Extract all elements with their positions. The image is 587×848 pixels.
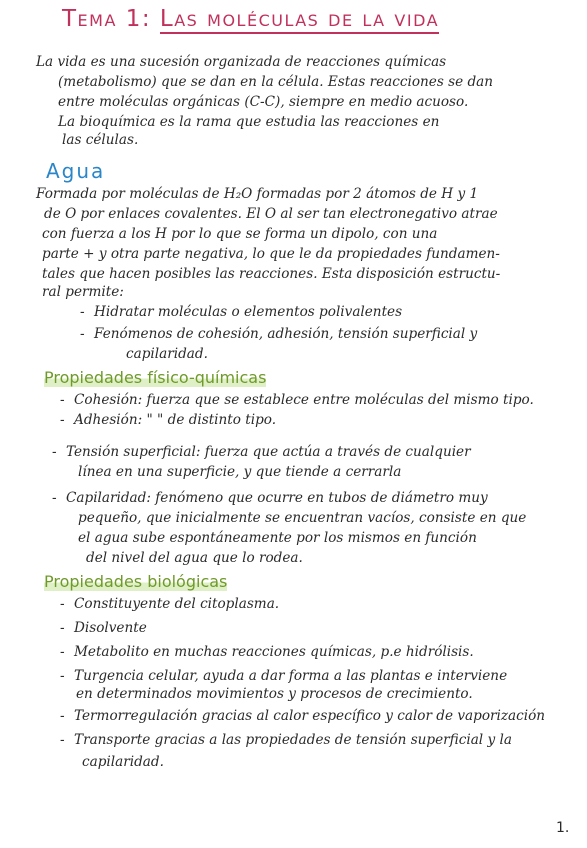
bio-item: - Transporte gracias a las propiedades de tensión superficial y la [60,732,512,748]
agua-line: Formada por moléculas de H₂O formadas por 2 átomos de H y 1 [36,186,479,202]
bio-item-text: Constituyente del citoplasma. [74,596,280,612]
intro-line: (metabolismo) que se dan en la célula. Estas reacciones se dan [58,74,494,90]
fisico-item-cont: del nivel del agua que lo rodea. [86,550,303,566]
bio-item-cont: en determinados movimientos y procesos de crecimiento. [76,686,473,702]
bio-item: - Turgencia celular, ayuda a dar forma a las plantas e interviene [60,668,508,684]
bio-item: - Termorregulación gracias al calor específico y calor de vaporización [60,708,546,724]
agua-bullet-text: Fenómenos de cohesión, adhesión, tensión superficial y [94,326,478,342]
fisico-item-text: Adhesión: " " de distinto tipo. [74,412,277,428]
agua-line: con fuerza a los H por lo que se forma un dipolo, con una [42,226,438,242]
page-number: 1. [556,820,570,836]
bio-item-text: Disolvente [74,620,147,636]
bio-item: - Constituyente del citoplasma. [60,596,280,612]
fisico-item-text: Cohesión: fuerza que se establece entre moléculas del mismo tipo. [74,392,534,408]
fisico-item: - Tensión superficial: fuerza que actúa a través de cualquier [52,444,471,460]
fisico-item-cont: pequeño, que inicialmente se encuentran vacíos, consiste en que [78,510,527,526]
agua-line: de O por enlaces covalentes. El O al ser tan electronegativo atrae [44,206,498,222]
bio-item: - Metabolito en muchas reacciones químicas, p.e hidrólisis. [60,644,474,660]
agua-bullet-cont: capilaridad. [126,346,208,362]
agua-line: tales que hacen posibles las reacciones. Esta disposición estructu- [42,266,501,282]
section-heading-fisico [44,368,266,387]
agua-bullet: - Fenómenos de cohesión, adhesión, tensión superficial y [80,326,478,342]
fisico-item-text: Tensión superficial: fuerza que actúa a través de cualquier [66,444,471,460]
title-text: Las moléculas de la vida [159,6,440,32]
intro-line: las células. [62,132,139,148]
section-heading-agua: Agua [46,159,106,183]
title-prefix: Tema 1: [62,6,152,32]
fisico-heading-text: Propiedades físico-químicas [44,368,267,387]
fisico-item: - Cohesión: fuerza que se establece entre moléculas del mismo tipo. [60,392,534,408]
fisico-item: - Capilaridad: fenómeno que ocurre en tubos de diámetro muy [52,490,488,506]
section-heading-bio [44,572,227,591]
fisico-item-cont: el agua sube espontáneamente por los mismos en función [78,530,477,546]
fisico-item-text: Capilaridad: fenómeno que ocurre en tubos de diámetro muy [66,490,488,506]
agua-bullet: - Hidratar moléculas o elementos polivalentes [80,304,403,320]
agua-line: parte + y otra parte negativa, lo que le da propiedades fundamen- [42,246,500,262]
bio-item-cont: capilaridad. [82,754,164,770]
intro-line: La bioquímica es la rama que estudia las reacciones en [58,114,440,130]
agua-line: ral permite: [42,284,124,300]
intro-line: entre moléculas orgánicas (C-C), siempre en medio acuoso. [58,94,469,110]
bio-item-text: Termorregulación gracias al calor específico y calor de vaporización [74,708,546,724]
agua-bullet-text: Hidratar moléculas o elementos polivalentes [94,304,403,320]
bio-item: - Disolvente [60,620,147,636]
bio-item-text: Transporte gracias a las propiedades de tensión superficial y la [74,732,512,748]
bio-heading-text: Propiedades biológicas [44,572,228,591]
fisico-item-cont: línea en una superficie, y que tiende a cerrarla [78,464,402,480]
bio-item-text: Turgencia celular, ayuda a dar forma a las plantas e interviene [74,668,508,684]
fisico-item: - Adhesión: " " de distinto tipo. [60,412,277,428]
bio-item-text: Metabolito en muchas reacciones químicas, p.e hidrólisis. [74,644,474,660]
intro-line: La vida es una sucesión organizada de reacciones químicas [36,54,447,70]
page-title [62,6,439,32]
